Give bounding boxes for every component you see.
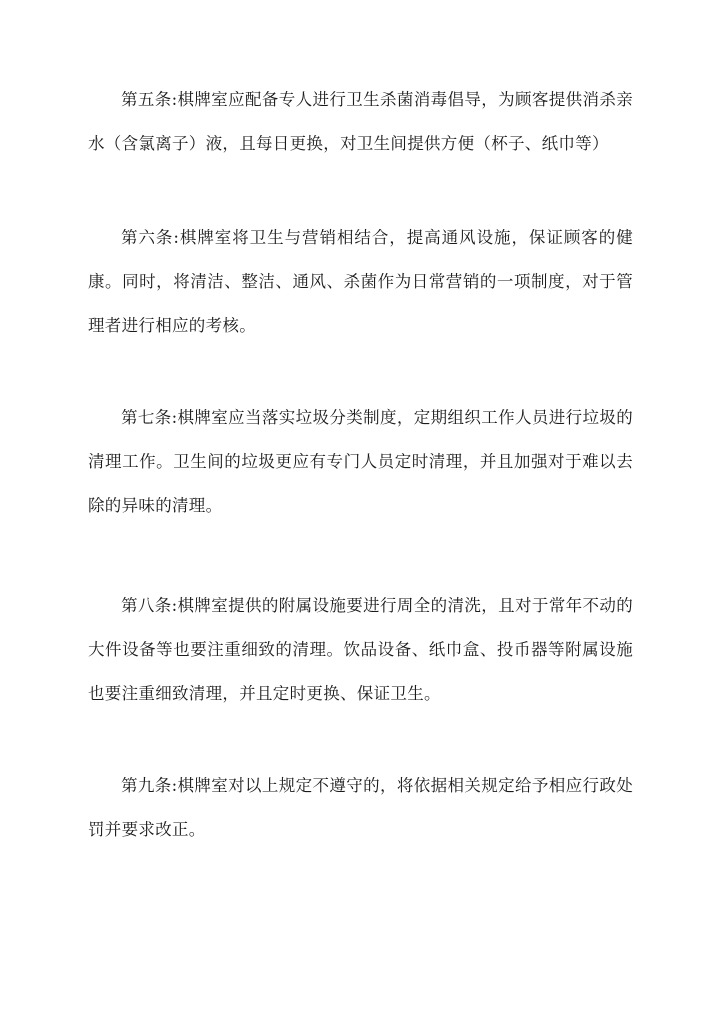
article-7-paragraph: 第七条:棋牌室应当落实垃圾分类制度，定期组织工作人员进行垃圾的清理工作。卫生间的垃圾更应有专门人员定时清理，并且加强对于难以去除的异味的清理。 xyxy=(88,408,633,515)
article-6-paragraph: 第六条:棋牌室将卫生与营销相结合，提高通风设施，保证顾客的健康。同时，将清洁、整洁、通风、杀菌作为日常营销的一项制度，对于管理者进行相应的考核。 xyxy=(88,228,633,335)
article-8-paragraph: 第八条:棋牌室提供的附属设施要进行周全的清洗，且对于常年不动的大件设备等也要注重细致的清理。饮品设备、纸巾盒、投币器等附属设施也要注重细致清理，并且定时更换、保证卫生。 xyxy=(88,596,633,703)
article-5-paragraph: 第五条:棋牌室应配备专人进行卫生杀菌消毒倡导，为顾客提供消杀亲水（含氯离子）液，且每日更换，对卫生间提供方便（杯子、纸巾等） xyxy=(88,90,633,153)
article-9-paragraph: 第九条:棋牌室对以上规定不遵守的，将依据相关规定给予相应行政处罚并要求改正。 xyxy=(88,776,633,839)
